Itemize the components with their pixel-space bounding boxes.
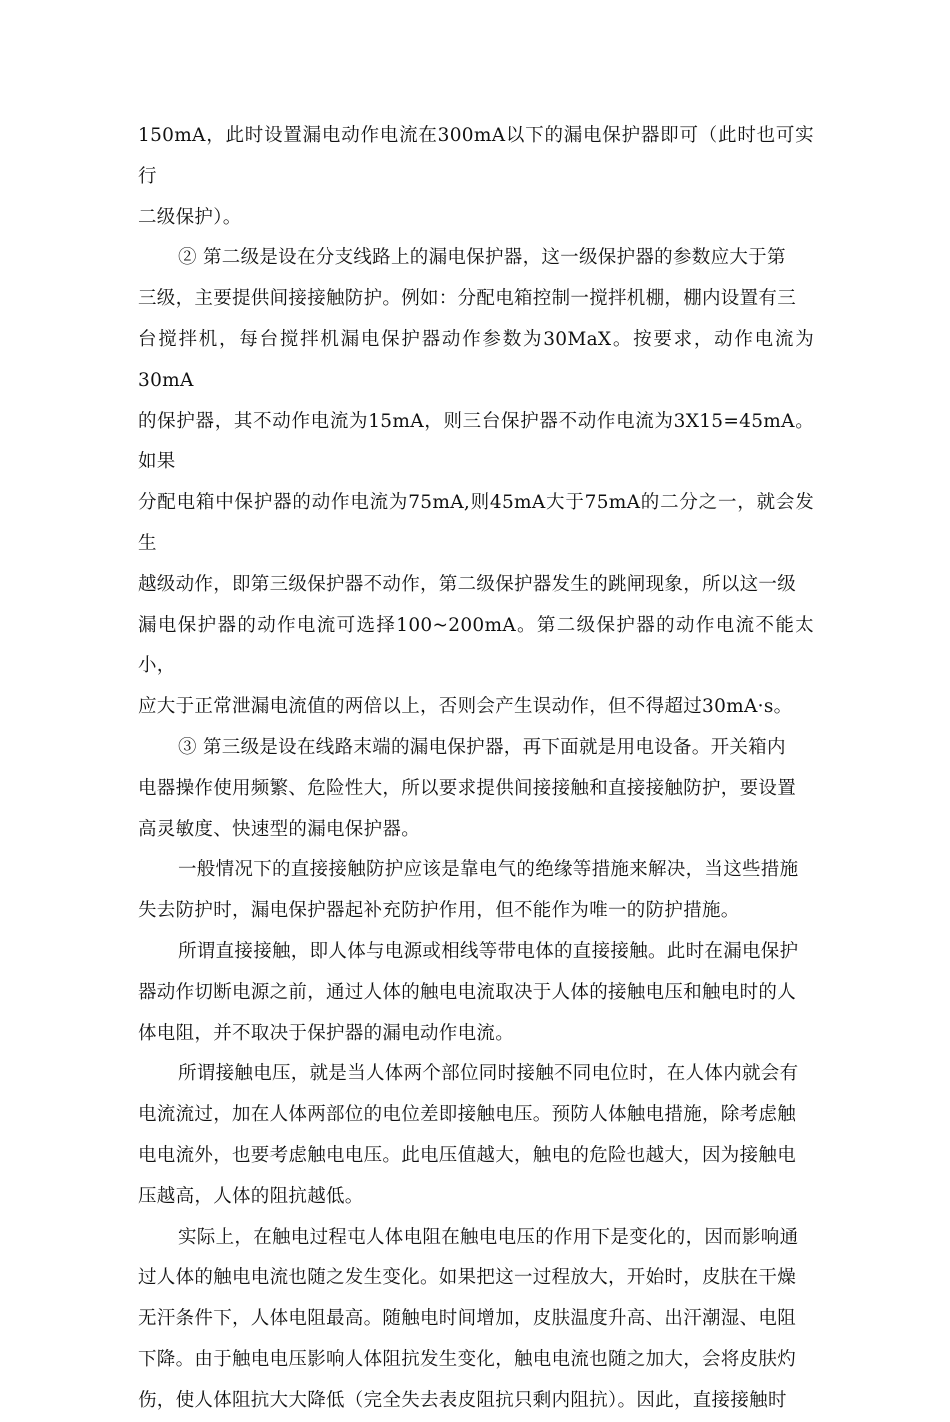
- text-line: 失去防护时，漏电保护器起补充防护作用，但不能作为唯一的防护措施。: [138, 900, 740, 922]
- text-line: 所谓直接接触，即人体与电源或相线等带电体的直接接触。此时在漏电保护: [178, 940, 799, 962]
- text-line: 越级动作，即第三级保护器不动作，第二级保护器发生的跳闸现象，所以这一级: [138, 573, 797, 595]
- document-body: [138, 116, 814, 1422]
- paragraph-second-level: [138, 238, 814, 728]
- paragraph-contact-voltage: [138, 1054, 814, 1217]
- text-line: 下降。由于触电电压影响人体阻抗发生变化，触电电流也随之加大，会将皮肤灼: [138, 1348, 797, 1370]
- text-line: 体电阻，并不取决于保护器的漏电动作电流。: [138, 1022, 515, 1044]
- text-line: 电流流过，加在人体两部位的电位差即接触电压。预防人体触电措施，除考虑触: [138, 1104, 797, 1126]
- text-line: 二级保护）。: [138, 206, 242, 228]
- text-line: 无汗条件下，人体电阻最高。随触电时间增加，皮肤温度升高、出汗潮湿、电阻: [138, 1308, 797, 1330]
- text-line: 高灵敏度、快速型的漏电保护器。: [138, 818, 421, 840]
- text-line: 分配电箱中保护器的动作电流为75mA,则45mA大于75mA的二分之一，就会发生: [138, 492, 814, 554]
- text-line: 150mA，此时设置漏电动作电流在300mA以下的漏电保护器即可（此时也可实行: [138, 125, 814, 187]
- paragraph-body-resistance: [138, 1218, 814, 1422]
- text-line: 实际上，在触电过程屯人体电阻在触电电压的作用下是变化的，因而影响通: [178, 1226, 799, 1248]
- text-line: 应大于正常泄漏电流值的两倍以上，否则会产生误动作，但不得超过30mA·s。: [138, 696, 793, 718]
- paragraph-direct-contact-definition: [138, 932, 814, 1054]
- text-line: 器动作切断电源之前，通过人体的触电电流取决于人体的接触电压和触电时的人: [138, 981, 797, 1003]
- text-line: 所谓接触电压，就是当人体两个部位同时接触不同电位时，在人体内就会有: [178, 1063, 799, 1085]
- text-line: 过人体的触电电流也随之发生变化。如果把这一过程放大，开始时，皮肤在干燥: [138, 1267, 797, 1289]
- text-line: 的保护器，其不动作电流为15mA，则三台保护器不动作电流为3X15=45mA。如果: [138, 410, 814, 473]
- text-line: 电电流外，也要考虑触电电压。此电压值越大，触电的危险也越大，因为接触电: [138, 1144, 797, 1166]
- text-line: 电器操作使用频繁、危险性大，所以要求提供间接接触和直接接触防护，要设置: [138, 777, 797, 799]
- paragraph-third-level: [138, 728, 814, 850]
- text-line: 台搅拌机，每台搅拌机漏电保护器动作参数为30MaX。按要求，动作电流为30mA: [138, 328, 814, 391]
- paragraph-continuation: [138, 116, 814, 238]
- text-line: ③ 第三级是设在线路末端的漏电保护器，再下面就是用电设备。开关箱内: [178, 736, 786, 758]
- text-line: 漏电保护器的动作电流可选择100~200mA。第二级保护器的动作电流不能太小，: [138, 614, 814, 677]
- text-line: 三级，主要提供间接接触防护。例如：分配电箱控制一搅拌机棚，棚内设置有三: [138, 288, 797, 310]
- paragraph-direct-contact-protection: [138, 850, 814, 932]
- text-line: 伤，使人体阻抗大大降低（完全失去表皮阻抗只剩内阻抗）。因此，直接接触时: [138, 1389, 787, 1411]
- text-line: 一般情况下的直接接触防护应该是靠电气的绝缘等措施来解决，当这些措施: [178, 859, 799, 881]
- text-line: ② 第二级是设在分支线路上的漏电保护器，这一级保护器的参数应大于第: [178, 247, 786, 269]
- text-line: 压越高，人体的阻抗越低。: [138, 1185, 364, 1207]
